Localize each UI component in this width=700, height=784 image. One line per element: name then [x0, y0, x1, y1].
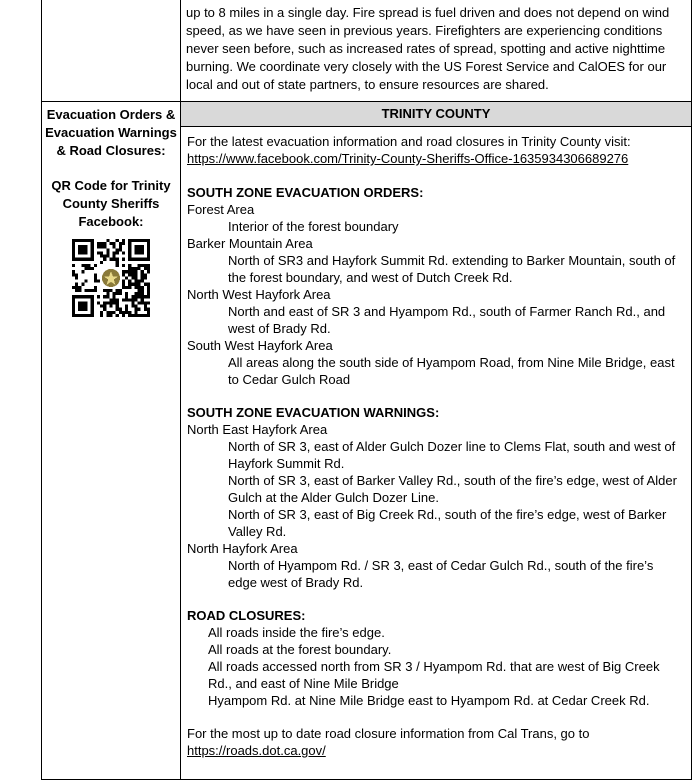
- closure-item: All roads accessed north from SR 3 / Hyampom Rd. that are west of Big Creek Rd., and east of Nine Mile Bridge: [208, 659, 660, 691]
- area-detail: North of SR 3, east of Barker Valley Rd., south of the fire’s edge, west of Alder Gulch at the Alder Gulch Dozer Line.: [228, 473, 677, 505]
- intro-paragraph: up to 8 miles in a single day. Fire spread is fuel driven and does not depend on wind speed, as we have seen in previous years. Firefighters are experiencing conditions never seen before, such as increased rates of spread, spotting and active nighttime burning. We coordinate very closely with the US Forest Service and CalOES for our local and out of state partners, to ensure resources are shared.: [186, 5, 670, 92]
- area-name: North East Hayfork Area: [187, 422, 328, 437]
- county-header: TRINITY COUNTY: [181, 102, 691, 127]
- closure-item: All roads at the forest boundary.: [208, 642, 392, 657]
- content-cell: [181, 102, 691, 779]
- road-closures-heading: ROAD CLOSURES:: [187, 608, 306, 623]
- warnings-heading: SOUTH ZONE EVACUATION WARNINGS:: [187, 405, 440, 420]
- table-row: [42, 102, 691, 779]
- area-detail: North and east of SR 3 and Hyampom Rd., south of Farmer Ranch Rd., and west of Brady Rd.: [228, 304, 666, 336]
- caltrans-link[interactable]: https://roads.dot.ca.gov/: [187, 743, 326, 758]
- area-name: Barker Mountain Area: [187, 236, 313, 251]
- area-detail: North of SR 3, east of Alder Gulch Dozer line to Clems Flat, south and west of Hayfork Summit Rd.: [228, 439, 676, 471]
- qr-label: QR Code for Trinity County Sheriffs Facebook:: [51, 178, 171, 229]
- area-detail: North of SR3 and Hayfork Summit Rd. extending to Barker Mountain, south of the forest boundary, and west of Dutch Creek Rd.: [228, 253, 676, 285]
- facebook-link[interactable]: https://www.facebook.com/Trinity-County-Sheriffs-Office-1635934306689276: [187, 151, 629, 166]
- area-detail: North of SR 3, east of Big Creek Rd., south of the fire’s edge, west of Barker Valley Rd.: [228, 507, 667, 539]
- document-table: [41, 0, 692, 780]
- content-body: [181, 127, 691, 759]
- qr-code-icon[interactable]: [72, 239, 150, 317]
- closure-item: All roads inside the fire’s edge.: [208, 625, 385, 640]
- caltrans-text: For the most up to date road closure information from Cal Trans, go to: [187, 726, 590, 741]
- area-detail: North of Hyampom Rd. / SR 3, east of Cedar Gulch Rd., south of the fire’s edge west of Brady Rd.: [228, 558, 654, 590]
- area-name: South West Hayfork Area: [187, 338, 333, 353]
- label-cell: [42, 102, 181, 779]
- empty-left-cell: [42, 0, 181, 101]
- evacuation-label: Evacuation Orders & Evacuation Warnings & Road Closures:: [45, 107, 177, 158]
- area-name: North Hayfork Area: [187, 541, 298, 556]
- closure-item: Hyampom Rd. at Nine Mile Bridge east to Hyampom Rd. at Cedar Creek Rd.: [208, 693, 650, 708]
- area-name: North West Hayfork Area: [187, 287, 331, 302]
- orders-heading: SOUTH ZONE EVACUATION ORDERS:: [187, 185, 424, 200]
- area-detail: Interior of the forest boundary: [228, 219, 399, 234]
- area-name: Forest Area: [187, 202, 255, 217]
- intro-cell: [181, 0, 689, 94]
- latest-info-text: For the latest evacuation information and road closures in Trinity County visit:: [187, 134, 631, 149]
- area-detail: All areas along the south side of Hyampom Road, from Nine Mile Bridge, east to Cedar Gulch Road: [228, 355, 675, 387]
- table-row: [42, 0, 691, 102]
